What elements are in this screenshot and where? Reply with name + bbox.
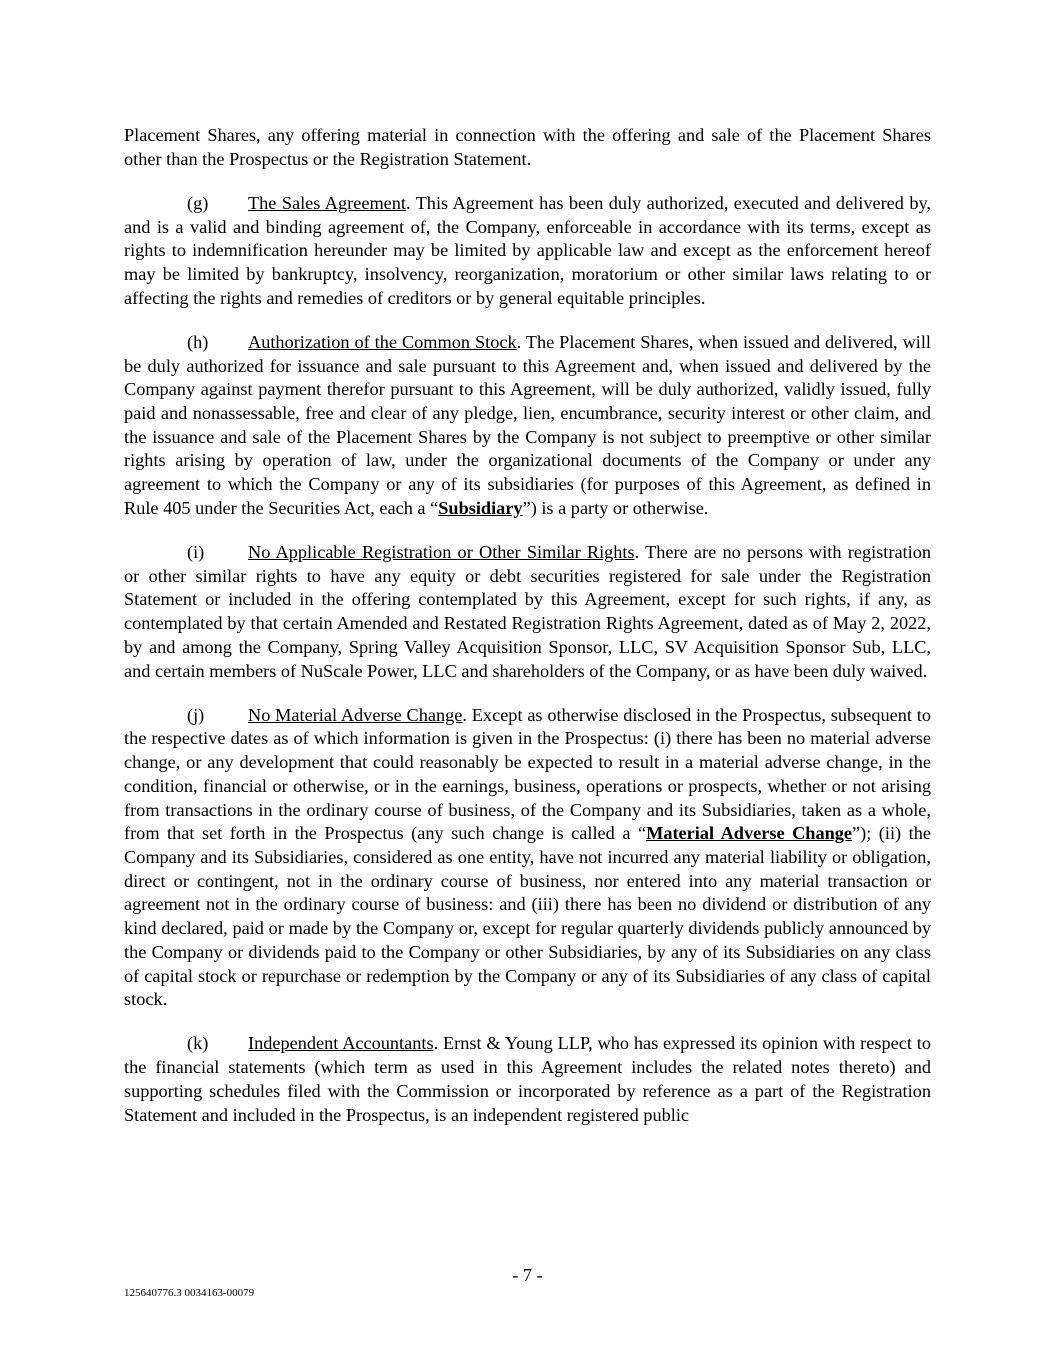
section-label: (i) [187,542,205,563]
section-text: . There are no persons with registration or other similar rights to have any equity or debt securities registered for sale under the Registration Statement or included in the offering contemplated by this Agreement, except for such rights, if any, as contemplated by that certain Amended and Restated Registration Rights Agreement, dated as of May 2, 2022, by and among the Company, Spring Valley Acquisition Sponsor, LLC, SV Acquisition Sponsor Sub, LLC, and certain members of NuScale Power, LLC and shareholders of the Company, or as have been duly waived. [124,542,931,681]
section-text: . Except as otherwise disclosed in the Prospectus, subsequent to the respective dates as of which information is given in the Prospectus: (i) there has been no material adverse change, or any development that could reasonably be expected to result in a material adverse change, in the condition, financial or otherwise, or in the earnings, business, operations or prospects, whether or not arising from transactions in the ordinary course of business, of the Company and its Subsidiaries, taken as a whole, from that set forth in the Prospectus (any such change is called a “ [124,704,932,844]
section-text: . Ernst & Young LLP, who has expressed its opinion with respect to the financial statements (which term as used in this Agreement includes the related notes thereto) and supporting schedules filed with the Commission or incorporated by reference as a part of the Registration Statement and included in the Prospectus, is an independent registered public [124,1033,931,1125]
section-text: . The Placement Shares, when issued and delivered, will be duly authorized for issuance and sale pursuant to this Agreement and, when issued and delivered by the Company against payment therefor pursuant to this Agreement, will be duly authorized, validly issued, fully paid and nonassessable, free and clear of any pledge, lien, encumbrance, security interest or other claim, and the issuance and sale of the Placement Shares by the Company is not subject to preemptive or other similar rights arising by operation of law, under the organizational documents of the Company or under any agreement to which the Company or any of its subsidiaries (for purposes of this Agreement, as defined in Rule 405 under the Securities Act, each a “ [124,331,932,518]
section-label: (g) [187,192,209,213]
section-label: (k) [187,1033,209,1054]
section-heading: No Applicable Registration or Other Similar Rights [248,542,635,563]
continuation-paragraph [124,124,931,171]
section-text-continued: ”); (ii) the Company and its Subsidiaries, considered as one entity, have not incurred any material liability or obligation, direct or contingent, not in the ordinary course of business, nor entered into any material transaction or agreement not in the ordinary course of business: and (iii) there has been no dividend or distribution of any kind declared, paid or made by the Company or, except for regular quarterly dividends publicly announced by the Company or dividends paid to the Company or other Subsidiaries, by any of its Subsidiaries on any class of capital stock or repurchase or redemption by the Company or any of its Subsidiaries of any class of capital stock. [124,823,931,1010]
section-text: . This Agreement has been duly authorized, executed and delivered by, and is a valid and binding agreement of, the Company, enforceable in accordance with its terms, except as rights to indemnification hereunder may be limited by applicable law and except as the enforcement hereof may be limited by bankruptcy, insolvency, reorganization, moratorium or other similar laws relating to or affecting the rights and remedies of creditors or by general equitable principles. [124,192,931,308]
section-heading: The Sales Agreement [248,192,406,213]
section-label: (j) [187,704,205,725]
section-i [124,541,931,683]
section-j [124,704,931,1012]
continuation-text: Placement Shares, any offering material in connection with the offering and sale of the Placement Shares other than the Prospectus or the Registration Statement. [124,125,931,169]
defined-term: Material Adverse Change [646,823,853,844]
section-heading: Independent Accountants [248,1033,434,1054]
section-text-continued: ”) is a party or otherwise. [522,497,709,518]
defined-term: Subsidiary [438,497,523,518]
section-g [124,192,931,311]
section-heading: No Material Adverse Change [248,704,463,725]
section-heading: Authorization of the Common Stock [248,331,517,352]
section-label: (h) [187,331,209,352]
document-id: 125640776.3 0034163-00079 [124,1287,255,1299]
section-k [124,1032,931,1127]
page-number: - 7 - [512,1265,543,1285]
document-body [124,124,931,1148]
section-h [124,331,931,521]
